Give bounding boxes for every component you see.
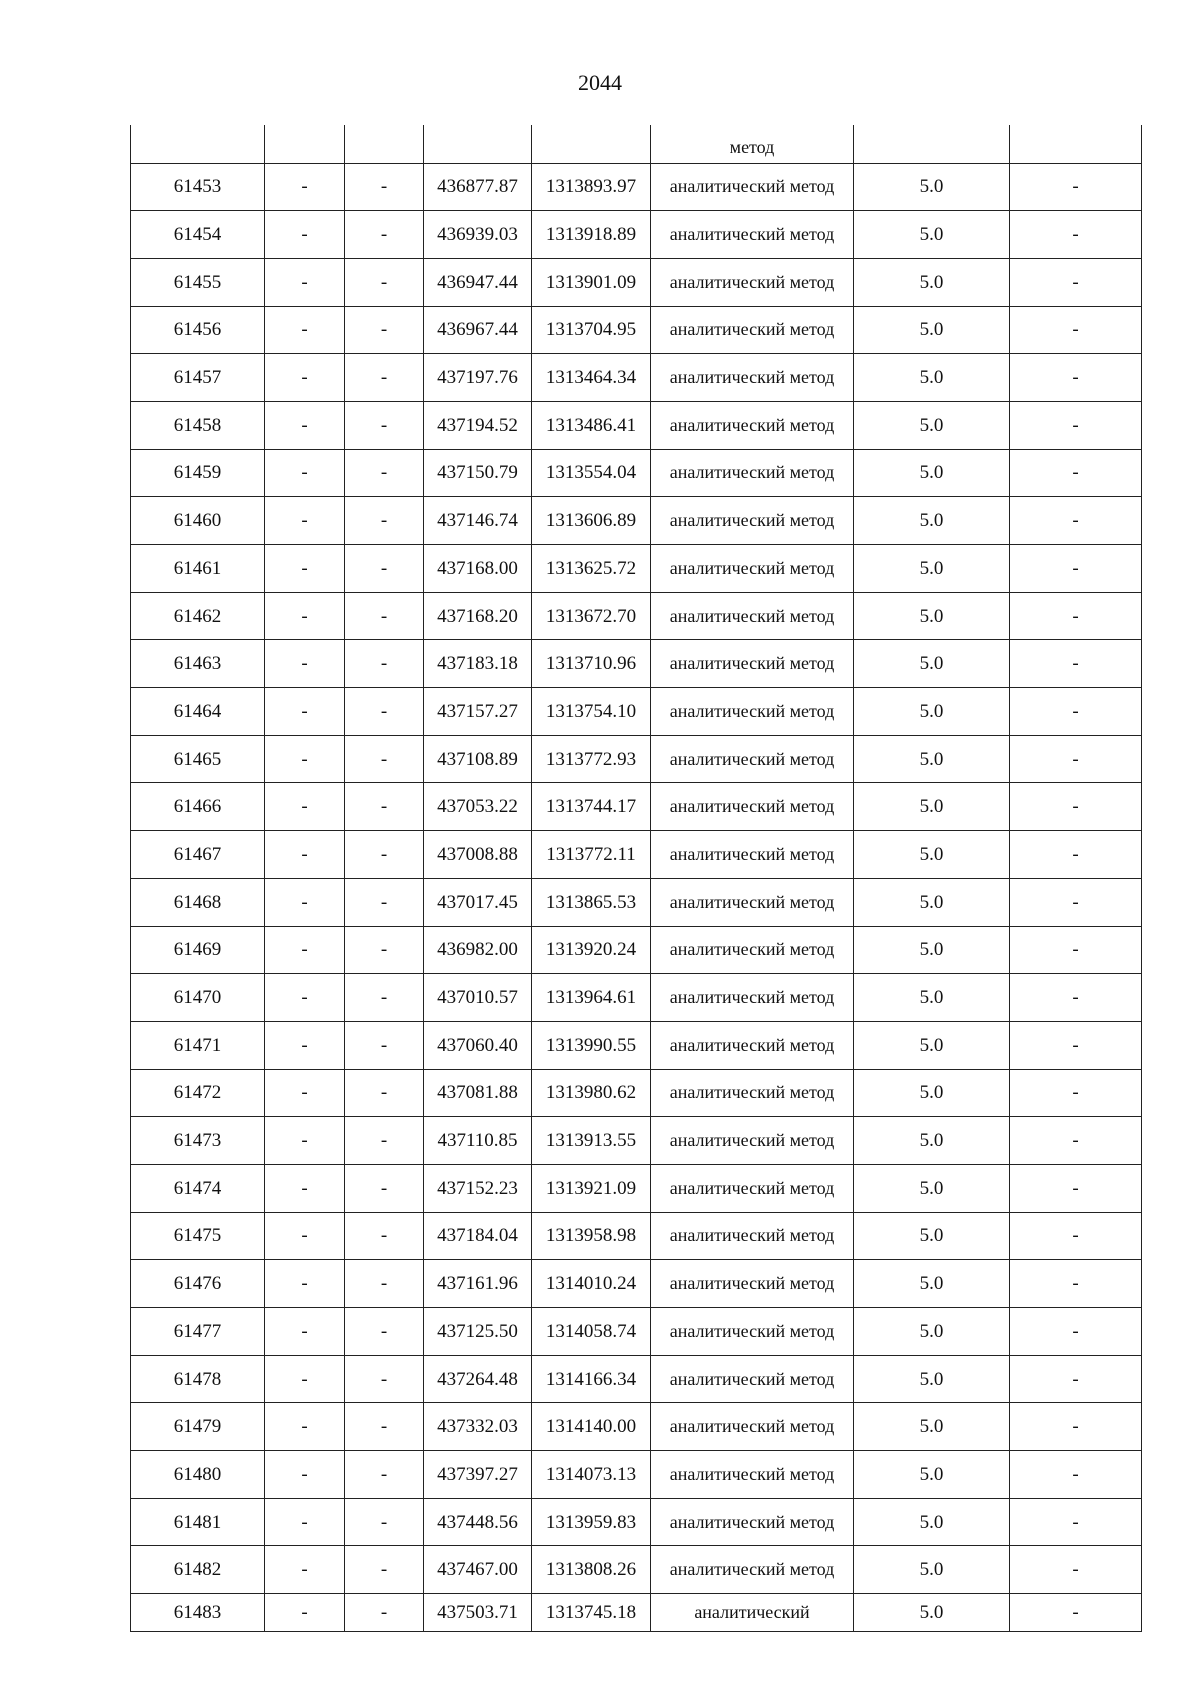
- dash-cell: -: [345, 1069, 424, 1117]
- accuracy-cell: 5.0: [854, 306, 1010, 354]
- table-row: [131, 211, 1142, 259]
- dash-cell: -: [1010, 926, 1142, 974]
- method-cell: аналитический метод: [651, 878, 854, 926]
- method-cell: аналитический метод: [651, 449, 854, 497]
- dash-cell: -: [1010, 449, 1142, 497]
- dash-cell: -: [345, 831, 424, 879]
- dash-cell: -: [265, 211, 345, 259]
- table-cell: [131, 125, 265, 163]
- dash-cell: -: [1010, 640, 1142, 688]
- dash-cell: -: [265, 1403, 345, 1451]
- dash-cell: -: [1010, 1308, 1142, 1356]
- method-cell: аналитический метод: [651, 1164, 854, 1212]
- dash-cell: -: [1010, 1212, 1142, 1260]
- table-cell: [1010, 125, 1142, 163]
- table-row: [131, 1021, 1142, 1069]
- y-coordinate-cell: 1313625.72: [532, 545, 651, 593]
- table-cell: [265, 125, 345, 163]
- table-row: [131, 258, 1142, 306]
- dash-cell: -: [265, 401, 345, 449]
- dash-cell: -: [265, 1212, 345, 1260]
- dash-cell: -: [345, 1308, 424, 1356]
- x-coordinate-cell: 437194.52: [424, 401, 532, 449]
- x-coordinate-cell: 437161.96: [424, 1260, 532, 1308]
- y-coordinate-cell: 1313959.83: [532, 1498, 651, 1546]
- accuracy-cell: 5.0: [854, 831, 1010, 879]
- dash-cell: -: [1010, 878, 1142, 926]
- x-coordinate-cell: 437008.88: [424, 831, 532, 879]
- dash-cell: -: [1010, 354, 1142, 402]
- dash-cell: -: [265, 1546, 345, 1594]
- method-cell: аналитический метод: [651, 1260, 854, 1308]
- dash-cell: -: [345, 545, 424, 593]
- table-cell: [424, 125, 532, 163]
- dash-cell: -: [265, 449, 345, 497]
- table-cell: [854, 125, 1010, 163]
- dash-cell: -: [345, 258, 424, 306]
- method-cell: метод: [651, 125, 854, 163]
- dash-cell: -: [345, 354, 424, 402]
- point-id-cell: 61469: [131, 926, 265, 974]
- method-cell: аналитический метод: [651, 640, 854, 688]
- dash-cell: -: [1010, 163, 1142, 211]
- method-cell: аналитический метод: [651, 1498, 854, 1546]
- dash-cell: -: [345, 1403, 424, 1451]
- table-row: [131, 1212, 1142, 1260]
- x-coordinate-cell: 437152.23: [424, 1164, 532, 1212]
- point-id-cell: 61478: [131, 1355, 265, 1403]
- table-row: [131, 1498, 1142, 1546]
- method-cell: аналитический метод: [651, 735, 854, 783]
- dash-cell: -: [345, 1546, 424, 1594]
- x-coordinate-cell: 437264.48: [424, 1355, 532, 1403]
- table-row: [131, 1451, 1142, 1499]
- accuracy-cell: 5.0: [854, 211, 1010, 259]
- point-id-cell: 61461: [131, 545, 265, 593]
- x-coordinate-cell: 437168.00: [424, 545, 532, 593]
- y-coordinate-cell: 1314073.13: [532, 1451, 651, 1499]
- point-id-cell: 61465: [131, 735, 265, 783]
- dash-cell: -: [1010, 306, 1142, 354]
- dash-cell: -: [265, 640, 345, 688]
- x-coordinate-cell: 437184.04: [424, 1212, 532, 1260]
- x-coordinate-cell: 437017.45: [424, 878, 532, 926]
- method-cell: аналитический метод: [651, 926, 854, 974]
- accuracy-cell: 5.0: [854, 449, 1010, 497]
- dash-cell: -: [1010, 211, 1142, 259]
- dash-cell: -: [1010, 783, 1142, 831]
- dash-cell: -: [265, 1594, 345, 1632]
- y-coordinate-cell: 1313772.11: [532, 831, 651, 879]
- dash-cell: -: [1010, 1260, 1142, 1308]
- y-coordinate-cell: 1313893.97: [532, 163, 651, 211]
- point-id-cell: 61468: [131, 878, 265, 926]
- dash-cell: -: [1010, 1117, 1142, 1165]
- accuracy-cell: 5.0: [854, 926, 1010, 974]
- dash-cell: -: [265, 688, 345, 736]
- dash-cell: -: [345, 1164, 424, 1212]
- dash-cell: -: [345, 592, 424, 640]
- method-cell: аналитический метод: [651, 688, 854, 736]
- table-row: [131, 163, 1142, 211]
- dash-cell: -: [265, 1021, 345, 1069]
- point-id-cell: 61474: [131, 1164, 265, 1212]
- dash-cell: -: [1010, 1164, 1142, 1212]
- dash-cell: -: [1010, 1498, 1142, 1546]
- point-id-cell: 61460: [131, 497, 265, 545]
- x-coordinate-cell: 437448.56: [424, 1498, 532, 1546]
- dash-cell: -: [265, 592, 345, 640]
- dash-cell: -: [345, 974, 424, 1022]
- dash-cell: -: [345, 211, 424, 259]
- method-cell: аналитический метод: [651, 974, 854, 1022]
- method-cell: аналитический метод: [651, 831, 854, 879]
- y-coordinate-cell: 1313606.89: [532, 497, 651, 545]
- y-coordinate-cell: 1313745.18: [532, 1594, 651, 1632]
- accuracy-cell: 5.0: [854, 497, 1010, 545]
- y-coordinate-cell: 1313980.62: [532, 1069, 651, 1117]
- point-id-cell: 61459: [131, 449, 265, 497]
- table-row: [131, 783, 1142, 831]
- method-cell: аналитический метод: [651, 1403, 854, 1451]
- y-coordinate-cell: 1313964.61: [532, 974, 651, 1022]
- point-id-cell: 61456: [131, 306, 265, 354]
- accuracy-cell: 5.0: [854, 1212, 1010, 1260]
- table-row: [131, 1594, 1142, 1632]
- dash-cell: -: [1010, 735, 1142, 783]
- dash-cell: -: [345, 1451, 424, 1499]
- accuracy-cell: 5.0: [854, 545, 1010, 593]
- accuracy-cell: 5.0: [854, 1498, 1010, 1546]
- x-coordinate-cell: 437467.00: [424, 1546, 532, 1594]
- accuracy-cell: 5.0: [854, 258, 1010, 306]
- dash-cell: -: [265, 1164, 345, 1212]
- y-coordinate-cell: 1313958.98: [532, 1212, 651, 1260]
- table-row: [131, 688, 1142, 736]
- y-coordinate-cell: 1313921.09: [532, 1164, 651, 1212]
- accuracy-cell: 5.0: [854, 1594, 1010, 1632]
- table-row: [131, 974, 1142, 1022]
- dash-cell: -: [265, 1069, 345, 1117]
- accuracy-cell: 5.0: [854, 878, 1010, 926]
- dash-cell: -: [345, 306, 424, 354]
- y-coordinate-cell: 1313710.96: [532, 640, 651, 688]
- accuracy-cell: 5.0: [854, 688, 1010, 736]
- dash-cell: -: [265, 545, 345, 593]
- dash-cell: -: [265, 163, 345, 211]
- dash-cell: -: [1010, 1451, 1142, 1499]
- accuracy-cell: 5.0: [854, 163, 1010, 211]
- continued-row: [131, 125, 1142, 163]
- accuracy-cell: 5.0: [854, 783, 1010, 831]
- dash-cell: -: [1010, 974, 1142, 1022]
- y-coordinate-cell: 1313990.55: [532, 1021, 651, 1069]
- accuracy-cell: 5.0: [854, 640, 1010, 688]
- accuracy-cell: 5.0: [854, 592, 1010, 640]
- y-coordinate-cell: 1313486.41: [532, 401, 651, 449]
- y-coordinate-cell: 1313772.93: [532, 735, 651, 783]
- x-coordinate-cell: 437108.89: [424, 735, 532, 783]
- dash-cell: -: [265, 831, 345, 879]
- point-id-cell: 61470: [131, 974, 265, 1022]
- point-id-cell: 61471: [131, 1021, 265, 1069]
- x-coordinate-cell: 437332.03: [424, 1403, 532, 1451]
- point-id-cell: 61454: [131, 211, 265, 259]
- coordinates-table: [130, 125, 1142, 1632]
- dash-cell: -: [345, 449, 424, 497]
- y-coordinate-cell: 1314010.24: [532, 1260, 651, 1308]
- x-coordinate-cell: 437150.79: [424, 449, 532, 497]
- dash-cell: -: [345, 401, 424, 449]
- point-id-cell: 61455: [131, 258, 265, 306]
- dash-cell: -: [265, 497, 345, 545]
- dash-cell: -: [1010, 497, 1142, 545]
- x-coordinate-cell: 437168.20: [424, 592, 532, 640]
- point-id-cell: 61479: [131, 1403, 265, 1451]
- x-coordinate-cell: 436967.44: [424, 306, 532, 354]
- accuracy-cell: 5.0: [854, 1308, 1010, 1356]
- point-id-cell: 61480: [131, 1451, 265, 1499]
- dash-cell: -: [1010, 592, 1142, 640]
- table-cell: [532, 125, 651, 163]
- dash-cell: -: [1010, 831, 1142, 879]
- x-coordinate-cell: 437157.27: [424, 688, 532, 736]
- y-coordinate-cell: 1313704.95: [532, 306, 651, 354]
- dash-cell: -: [265, 1451, 345, 1499]
- dash-cell: -: [1010, 1355, 1142, 1403]
- y-coordinate-cell: 1313464.34: [532, 354, 651, 402]
- method-cell: аналитический метод: [651, 211, 854, 259]
- accuracy-cell: 5.0: [854, 1021, 1010, 1069]
- dash-cell: -: [265, 926, 345, 974]
- table-row: [131, 1260, 1142, 1308]
- y-coordinate-cell: 1313918.89: [532, 211, 651, 259]
- method-cell: аналитический метод: [651, 545, 854, 593]
- point-id-cell: 61476: [131, 1260, 265, 1308]
- dash-cell: -: [345, 497, 424, 545]
- x-coordinate-cell: 436939.03: [424, 211, 532, 259]
- dash-cell: -: [1010, 545, 1142, 593]
- point-id-cell: 61477: [131, 1308, 265, 1356]
- table-row: [131, 592, 1142, 640]
- accuracy-cell: 5.0: [854, 974, 1010, 1022]
- dash-cell: -: [345, 1117, 424, 1165]
- dash-cell: -: [345, 926, 424, 974]
- accuracy-cell: 5.0: [854, 1546, 1010, 1594]
- dash-cell: -: [265, 1498, 345, 1546]
- accuracy-cell: 5.0: [854, 401, 1010, 449]
- point-id-cell: 61462: [131, 592, 265, 640]
- accuracy-cell: 5.0: [854, 1117, 1010, 1165]
- method-cell: аналитический метод: [651, 1308, 854, 1356]
- y-coordinate-cell: 1313554.04: [532, 449, 651, 497]
- dash-cell: -: [1010, 258, 1142, 306]
- table-row: [131, 878, 1142, 926]
- method-cell: аналитический метод: [651, 1117, 854, 1165]
- dash-cell: -: [1010, 1021, 1142, 1069]
- x-coordinate-cell: 436877.87: [424, 163, 532, 211]
- dash-cell: -: [345, 163, 424, 211]
- table-row: [131, 497, 1142, 545]
- accuracy-cell: 5.0: [854, 1403, 1010, 1451]
- method-cell: аналитический метод: [651, 592, 854, 640]
- table-row: [131, 354, 1142, 402]
- table-row: [131, 1546, 1142, 1594]
- table-row: [131, 1308, 1142, 1356]
- accuracy-cell: 5.0: [854, 1355, 1010, 1403]
- dash-cell: -: [345, 735, 424, 783]
- dash-cell: -: [1010, 688, 1142, 736]
- dash-cell: -: [1010, 1546, 1142, 1594]
- dash-cell: -: [345, 1355, 424, 1403]
- x-coordinate-cell: 437053.22: [424, 783, 532, 831]
- point-id-cell: 61466: [131, 783, 265, 831]
- y-coordinate-cell: 1313865.53: [532, 878, 651, 926]
- dash-cell: -: [1010, 1403, 1142, 1451]
- method-cell: аналитический метод: [651, 1451, 854, 1499]
- point-id-cell: 61464: [131, 688, 265, 736]
- table-row: [131, 926, 1142, 974]
- table-row: [131, 1117, 1142, 1165]
- table-body: [131, 125, 1142, 1632]
- table-row: [131, 1164, 1142, 1212]
- method-cell: аналитический метод: [651, 783, 854, 831]
- table-row: [131, 1403, 1142, 1451]
- dash-cell: -: [345, 1260, 424, 1308]
- method-cell: аналитический метод: [651, 163, 854, 211]
- dash-cell: -: [265, 258, 345, 306]
- y-coordinate-cell: 1313744.17: [532, 783, 651, 831]
- x-coordinate-cell: 437110.85: [424, 1117, 532, 1165]
- dash-cell: -: [345, 1594, 424, 1632]
- table-row: [131, 1355, 1142, 1403]
- method-cell: аналитический метод: [651, 401, 854, 449]
- accuracy-cell: 5.0: [854, 1260, 1010, 1308]
- y-coordinate-cell: 1314140.00: [532, 1403, 651, 1451]
- dash-cell: -: [345, 640, 424, 688]
- x-coordinate-cell: 437125.50: [424, 1308, 532, 1356]
- dash-cell: -: [345, 688, 424, 736]
- method-cell: аналитический метод: [651, 1021, 854, 1069]
- table-row: [131, 449, 1142, 497]
- method-cell: аналитический: [651, 1594, 854, 1632]
- accuracy-cell: 5.0: [854, 354, 1010, 402]
- dash-cell: -: [265, 306, 345, 354]
- dash-cell: -: [265, 735, 345, 783]
- dash-cell: -: [1010, 1069, 1142, 1117]
- page-number: 2044: [578, 70, 622, 95]
- point-id-cell: 61472: [131, 1069, 265, 1117]
- dash-cell: -: [265, 1117, 345, 1165]
- method-cell: аналитический метод: [651, 1069, 854, 1117]
- y-coordinate-cell: 1313672.70: [532, 592, 651, 640]
- y-coordinate-cell: 1313920.24: [532, 926, 651, 974]
- accuracy-cell: 5.0: [854, 1069, 1010, 1117]
- y-coordinate-cell: 1313901.09: [532, 258, 651, 306]
- method-cell: аналитический метод: [651, 1546, 854, 1594]
- accuracy-cell: 5.0: [854, 1164, 1010, 1212]
- x-coordinate-cell: 437503.71: [424, 1594, 532, 1632]
- table-row: [131, 1069, 1142, 1117]
- table-row: [131, 735, 1142, 783]
- dash-cell: -: [1010, 1594, 1142, 1632]
- dash-cell: -: [265, 354, 345, 402]
- dash-cell: -: [1010, 401, 1142, 449]
- point-id-cell: 61457: [131, 354, 265, 402]
- dash-cell: -: [345, 878, 424, 926]
- dash-cell: -: [265, 783, 345, 831]
- point-id-cell: 61482: [131, 1546, 265, 1594]
- y-coordinate-cell: 1314058.74: [532, 1308, 651, 1356]
- accuracy-cell: 5.0: [854, 1451, 1010, 1499]
- x-coordinate-cell: 437081.88: [424, 1069, 532, 1117]
- method-cell: аналитический метод: [651, 1212, 854, 1260]
- point-id-cell: 61453: [131, 163, 265, 211]
- dash-cell: -: [345, 1498, 424, 1546]
- x-coordinate-cell: 437197.76: [424, 354, 532, 402]
- x-coordinate-cell: 437146.74: [424, 497, 532, 545]
- table-row: [131, 306, 1142, 354]
- point-id-cell: 61475: [131, 1212, 265, 1260]
- dash-cell: -: [345, 1212, 424, 1260]
- x-coordinate-cell: 437397.27: [424, 1451, 532, 1499]
- method-cell: аналитический метод: [651, 1355, 854, 1403]
- accuracy-cell: 5.0: [854, 735, 1010, 783]
- y-coordinate-cell: 1313754.10: [532, 688, 651, 736]
- method-cell: аналитический метод: [651, 497, 854, 545]
- table-row: [131, 640, 1142, 688]
- y-coordinate-cell: 1314166.34: [532, 1355, 651, 1403]
- method-cell: аналитический метод: [651, 306, 854, 354]
- y-coordinate-cell: 1313808.26: [532, 1546, 651, 1594]
- point-id-cell: 61483: [131, 1594, 265, 1632]
- method-cell: аналитический метод: [651, 258, 854, 306]
- table-row: [131, 401, 1142, 449]
- y-coordinate-cell: 1313913.55: [532, 1117, 651, 1165]
- table-cell: [345, 125, 424, 163]
- table-row: [131, 545, 1142, 593]
- x-coordinate-cell: 437183.18: [424, 640, 532, 688]
- dash-cell: -: [345, 1021, 424, 1069]
- x-coordinate-cell: 437010.57: [424, 974, 532, 1022]
- x-coordinate-cell: 436982.00: [424, 926, 532, 974]
- dash-cell: -: [265, 1355, 345, 1403]
- point-id-cell: 61481: [131, 1498, 265, 1546]
- dash-cell: -: [345, 783, 424, 831]
- dash-cell: -: [265, 1308, 345, 1356]
- point-id-cell: 61458: [131, 401, 265, 449]
- method-cell: аналитический метод: [651, 354, 854, 402]
- point-id-cell: 61463: [131, 640, 265, 688]
- point-id-cell: 61467: [131, 831, 265, 879]
- dash-cell: -: [265, 974, 345, 1022]
- dash-cell: -: [265, 878, 345, 926]
- x-coordinate-cell: 437060.40: [424, 1021, 532, 1069]
- point-id-cell: 61473: [131, 1117, 265, 1165]
- x-coordinate-cell: 436947.44: [424, 258, 532, 306]
- dash-cell: -: [265, 1260, 345, 1308]
- table-row: [131, 831, 1142, 879]
